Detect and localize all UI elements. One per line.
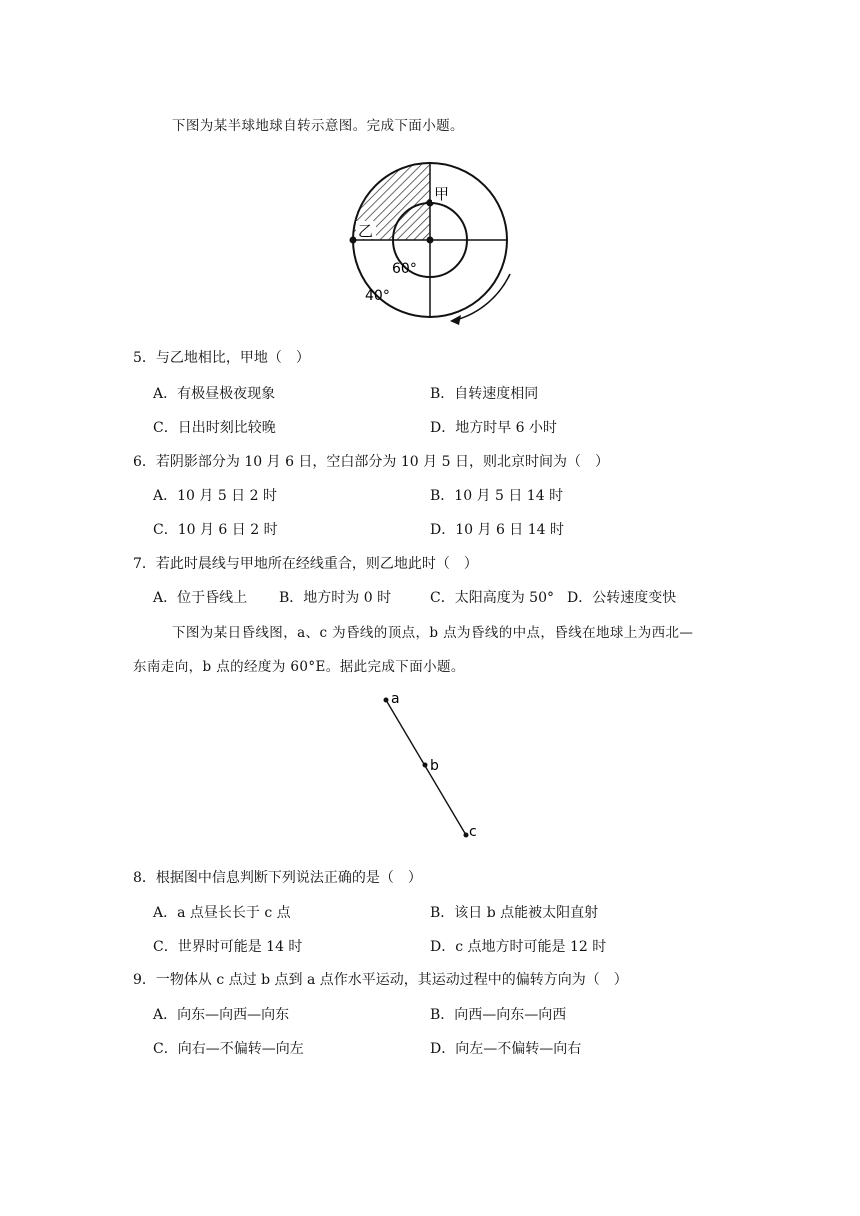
q7-option-c[interactable]: C．太阳高度为 50°: [430, 590, 554, 606]
q9-stem: 9．一物体从 c 点过 b 点到 a 点作水平运动，其运动过程中的偏转方向为（ ）: [133, 972, 628, 988]
label-60: 60°: [392, 261, 417, 277]
q5-option-c[interactable]: C．日出时刻比较晚: [153, 420, 276, 436]
q9-option-a[interactable]: A．向东—向西—向东: [153, 1007, 290, 1023]
q7-option-d[interactable]: D．公转速度变快: [567, 590, 677, 606]
label-c: c: [469, 824, 477, 840]
q5-option-d[interactable]: D．地方时早 6 小时: [430, 420, 558, 436]
q9-option-b[interactable]: B．向西—向东—向西: [430, 1007, 567, 1023]
point-a: [384, 698, 389, 703]
q5-stem: 5．与乙地相比，甲地（ ）: [133, 350, 310, 366]
label-b: b: [430, 758, 439, 774]
q7-option-a[interactable]: A．位于昏线上: [153, 590, 248, 606]
q5-option-a[interactable]: A．有极昼极夜现象: [153, 386, 276, 402]
q8-option-d[interactable]: D．c 点地方时可能是 12 时: [430, 939, 607, 955]
q6-option-c[interactable]: C．10 月 6 日 2 时: [153, 522, 278, 538]
q9-option-d[interactable]: D．向左—不偏转—向右: [430, 1041, 582, 1057]
q6-option-b[interactable]: B．10 月 5 日 14 时: [430, 488, 564, 504]
q8-option-b[interactable]: B．该日 b 点能被太阳直射: [430, 905, 599, 921]
intro-text-2-line1: 下图为某日昏线图，a、c 为昏线的顶点，b 点为昏线的中点，昏线在地球上为西北—: [172, 625, 694, 641]
q8-stem: 8．根据图中信息判断下列说法正确的是（ ）: [133, 870, 422, 886]
label-yi: 乙: [358, 222, 374, 240]
point-b: [423, 763, 428, 768]
center-point: [427, 237, 434, 244]
intro-text-2-line2: 东南走向，b 点的经度为 60°E。据此完成下面小题。: [133, 659, 465, 675]
yi-point: [350, 237, 357, 244]
q8-option-a[interactable]: A．a 点昼长长于 c 点: [153, 905, 291, 921]
q6-stem: 6．若阴影部分为 10 月 6 日，空白部分为 10 月 5 日，则北京时间为（ ）: [133, 454, 609, 470]
label-40: 40°: [365, 288, 390, 304]
q6-option-a[interactable]: A．10 月 5 日 2 时: [153, 488, 277, 504]
q9-option-c[interactable]: C．向右—不偏转—向左: [153, 1041, 304, 1057]
label-a: a: [391, 691, 400, 707]
q7-option-b[interactable]: B．地方时为 0 时: [279, 590, 392, 606]
q6-option-d[interactable]: D．10 月 6 日 14 时: [430, 522, 565, 538]
label-jia: 甲: [434, 185, 450, 203]
point-c: [464, 833, 469, 838]
q7-stem: 7．若此时晨线与甲地所在经线重合，则乙地此时（ ）: [133, 556, 478, 572]
dusk-line-diagram: [370, 688, 490, 848]
q5-option-b[interactable]: B．自转速度相同: [430, 386, 539, 402]
dusk-line: [386, 700, 466, 835]
q8-option-c[interactable]: C．世界时可能是 14 时: [153, 939, 303, 955]
intro-text-1: 下图为某半球地球自转示意图。完成下面小题。: [172, 118, 464, 134]
rotation-diagram: [340, 152, 540, 332]
